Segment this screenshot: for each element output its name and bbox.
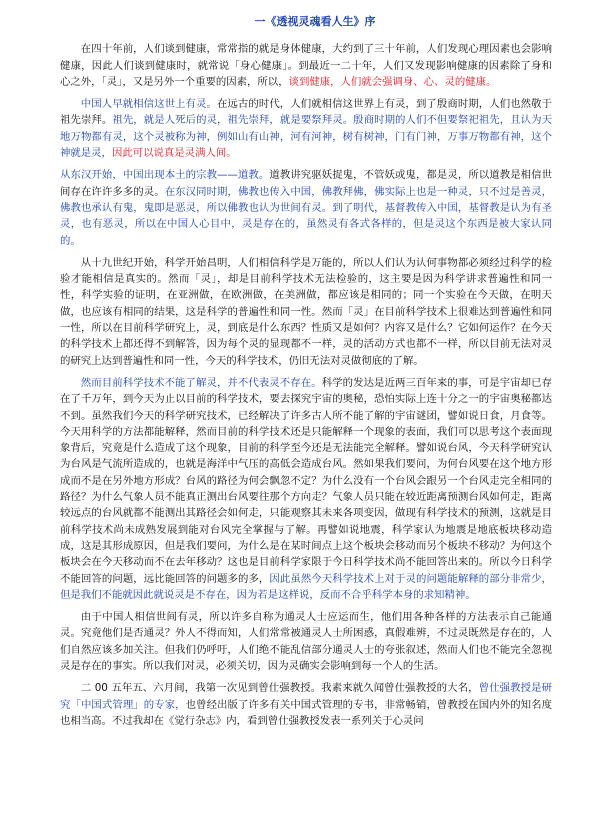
highlight-segment: 到了明代，基督教传入中国，基督教是认为有圣灵，也有恶灵，所以在中国人心目中，灵是存在的，虽然灵有各式各样的，但是灵这个东西是被大家认同的。 xyxy=(60,201,553,247)
text-segment: 在远古的时代，人们就相信这世界上有灵，到了殷商时期，人们也然敬于祖先崇拜。 xyxy=(60,98,553,127)
paragraph-3 xyxy=(60,167,552,248)
highlight-segment: 祖先，就是人死后的灵，祖先崇拜，就是要祭拜灵。殷商时期的人们不但要祭祀祖先，且认为天地万物都有灵，这个灵被称为神，例如山有山神，河有河神，树有树神，门有门神，万事万物都有神，这个神就是灵， xyxy=(60,114,553,160)
text-segment: 由于中国人相信世间有灵，所以许多自称为通灵人士应运而生，他们用各种各样的方法表示自己能通灵。究竟他们是否通灵？外人不得而知，人们常常被通灵人士所困惑，真假难辨，不过灵既然是存在的，人们自然应该多加关注。但我们仍呼吁，人们绝不能乱信部分通灵人士的夸张叙述，然而人们也不能完全忽视灵是存在的事实。所以我们对灵，必须关切，因为灵确实会影响到每一个人的生活。 xyxy=(60,611,552,672)
paragraph-5 xyxy=(60,375,552,603)
paragraph-4 xyxy=(60,255,552,369)
paragraph-2 xyxy=(60,96,552,161)
text-segment: 从十九世纪开始，科学开始昌明，人们相信科学是万能的，所以人们认为认何事物都必须经过科学的检验才能相信是真实的。然而「灵」，却是目前科学技术无法检验的，这主要是因为科学讲求普遍性和同一性，科学实验的证明，在亚洲做，在欧洲做，在美洲做，都应该是相同的；同一个实验在今天做，在明天做，也应该有相同的结果，这是科学的普遍性和同一性。然而「灵」在目前科学技术上很难达到普遍性和同一性，所以在目前科学研究上，灵，到底是什么东西？性质又是如何？内容又是什么？它如何运作？在今天的科学技术上都还得不到解答，因为每个灵的显现都不一样，灵的活动方式也都不一样，所以目前无法对灵的研究上达到普遍性和同一性，今天的科学技术，仍旧无法对灵做彻底的了解。 xyxy=(60,256,552,367)
book-title: 一《透视灵魂看人生》 xyxy=(254,15,365,28)
paragraph-6 xyxy=(60,609,552,674)
highlight-segment: 中国人早就相信这世上有灵。 xyxy=(80,98,217,111)
highlight-segment: 因此虽然今天科学技术上对于灵的问题能解释的部分非常少，但是我们不能就因此就说灵是不存在，因为若是这样说，反而不合乎科学本身的求知精神。 xyxy=(60,572,553,601)
text-segment: 在四十年前，人们谈到健康，常常指的就是身体健康，大约到了三十年前，人们发现心理因素也会影响健康，因此人们谈到健康时，就常说「身心健康」。到最近一二十年，人们又发现影响健康的因素除了身和心之外，「灵」，又是另外一个重要的因素，所以， xyxy=(60,43,552,88)
text-segment: 科学的发达是近两三百年来的事，可是宇宙却已存在了千万年，到今天为止以目前的科学技术，要去探究宇宙的奥秘，恐怕实际上连十分之一的宇宙奥秘都达不到。虽然我们今天的科学研究技术，已经解决了许多古人所不能了解的宇宙谜团，譬如说日食，月食等。今天用科学的方法都能解释，然而目前的科学技术还是只能解释一个现象的表面，我们可以思考这个表面现象背后，究竟是什么造成了这个现象，目前的科学至今还是无法能完全解释。譬如说台风，今天科学研究认为台风是气流所造成的，也就是海洋中气压的高低会造成台风。然如果我们要问，为何台风要在这个地方形成而不是在另外地方形成？台风的路径为何会飘忽不定？为什么没有一个台风会跟另一个台风走完全相同的路径？为什么气象人员不能真正测出台风要往那个方向走？气象人员只能在较近距离预测台风如何走，距离较远点的台风就都不能测出其路径会如何走，只能观察其未来各项变因，做现有科学技术的预测，这就是目前科学技术尚未成熟发展到能对台风完全掌握与了解。再譬如说地震，科学家认为地震是地底板块移动造成，这是其形成原因，但是我们要问，为什么是在某时间点上这个板块会移动而另个板块不移动？为何这个板块会在今天移动而不在去年移动？这也是目前科学家限于今日科学技术尚不能回答出来的。所以今日科学不能回答的问题，远比能回答的问题多的多， xyxy=(60,376,553,585)
text-segment: 也曾经出版了许多有关中国式管理的专书，非常畅销，曾教授在国内外的知名度也相当高。不过我却在《觉行杂志》内，看到曾仕强教授发表一系列关于心灵问 xyxy=(60,698,552,727)
highlight-segment: 曾仕强教授是研究「中国式管理」的专家， xyxy=(60,682,552,711)
document-title xyxy=(60,14,552,30)
highlight-segment: 因此可以说真是灵满人间。 xyxy=(111,147,237,160)
highlight-segment: 然而目前科学技术不能了解灵，并不代表灵不存在。 xyxy=(80,376,322,389)
text-segment: 二 00 五年五、六月间，我第一次见到曾仕强教授。我素来就久闻曾仕强教授的大名， xyxy=(80,682,479,695)
title-suffix: 序 xyxy=(364,15,376,28)
highlight-segment: 在东汉同时期，佛教也传入中国，佛教拜佛，佛实际上也是一种灵，只不过是善灵，佛教也承认有鬼，鬼即是恶灵，所以佛教也认为世间有灵。 xyxy=(60,185,553,214)
highlight-segment: 谈到健康，人们就会强调身、心、灵的健康。 xyxy=(288,75,497,88)
paragraph-1 xyxy=(60,41,552,90)
highlight-segment: 从东汉开始，中国出现本土的宗教——道教。 xyxy=(60,169,270,182)
paragraph-7 xyxy=(60,680,552,729)
text-segment: 道教讲究驱妖捉鬼，不管妖或鬼，都是灵，所以道教是相信世间存在许许多多的灵。 xyxy=(60,169,553,198)
